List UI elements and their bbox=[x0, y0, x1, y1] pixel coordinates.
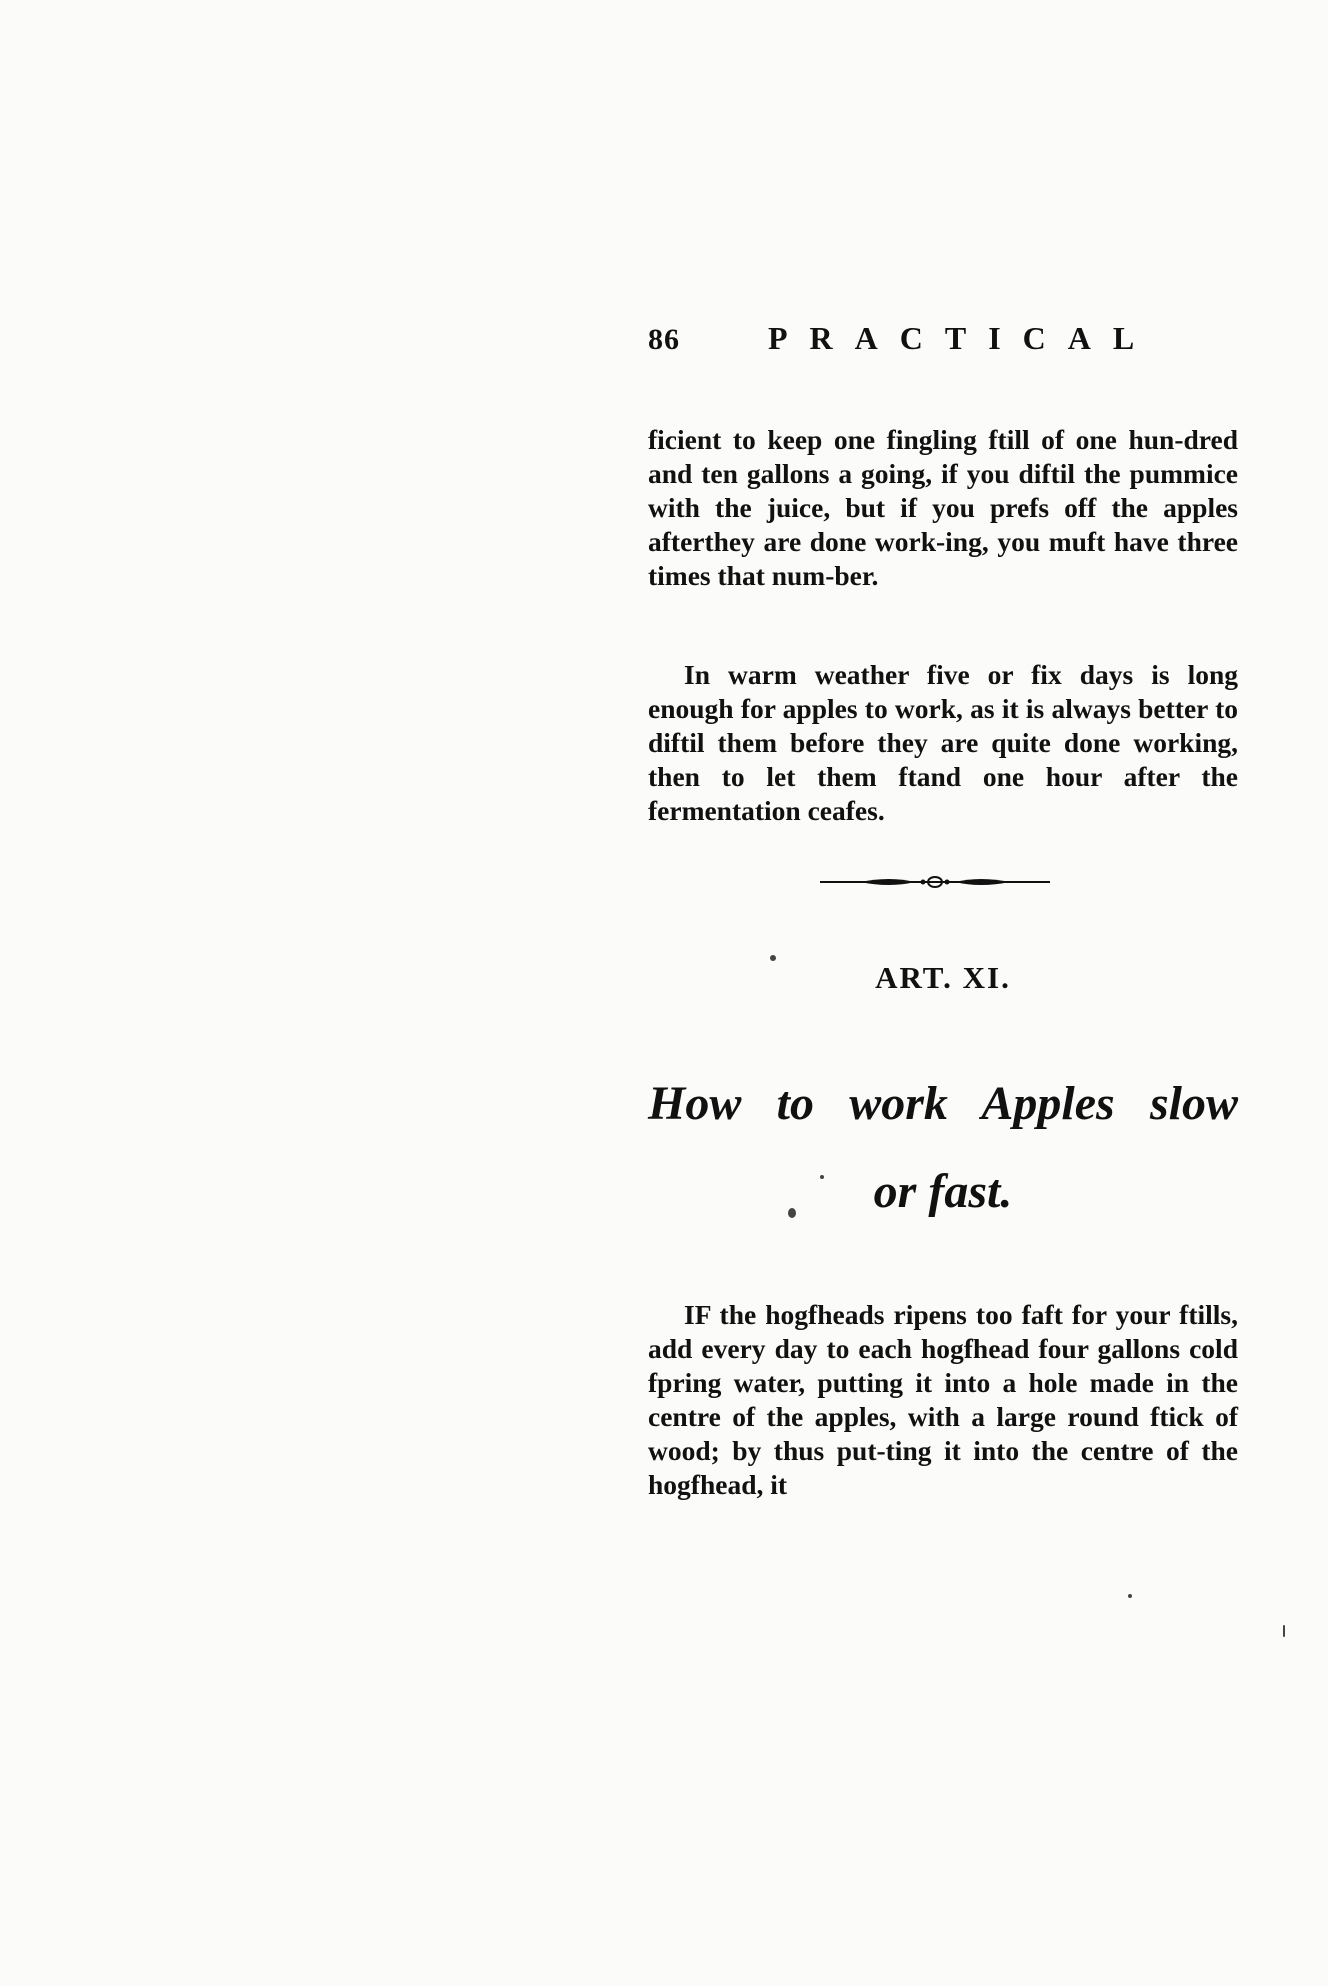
page-number: 86 bbox=[648, 323, 680, 356]
paragraph-warm-weather: In warm weather five or fix days is long enough for apples to work, as it is always better to diftil them before they are quite done working, then to let them ftand one hour after the fermentation ceafes. bbox=[648, 658, 1238, 826]
paragraph-hogsheads: IF the hogfheads ripens too faft for your ftills, add every day to each hogfhead four gallons cold fpring water, putting it into a hole made in the centre of the apples, with a large round ftick of wood; by thus put-ting it into the centre of the hogfhead, it bbox=[648, 1298, 1238, 1500]
article-title-line-1: How to work Apples slow bbox=[648, 1077, 1238, 1130]
printers-rule-ornament-icon bbox=[820, 870, 1050, 894]
ink-speck bbox=[820, 1175, 824, 1179]
running-title: PRACTICAL bbox=[768, 320, 1157, 356]
article-title-line-2: or fast. bbox=[873, 1165, 1013, 1218]
running-head bbox=[648, 320, 1238, 370]
ink-speck bbox=[1128, 1594, 1132, 1598]
paragraph-continued: ficient to keep one fingling ftill of one hun-dred and ten gallons a going, if you diftil the pummice with the juice, but if you prefs off the apples afterthey are done work-ing, you muft have three times that num-ber. bbox=[648, 423, 1238, 591]
article-title bbox=[648, 1060, 1238, 1236]
ink-speck bbox=[770, 955, 776, 961]
ink-speck bbox=[788, 1208, 796, 1218]
article-heading: ART. XI. bbox=[875, 960, 1011, 995]
ink-speck bbox=[1283, 1625, 1285, 1637]
